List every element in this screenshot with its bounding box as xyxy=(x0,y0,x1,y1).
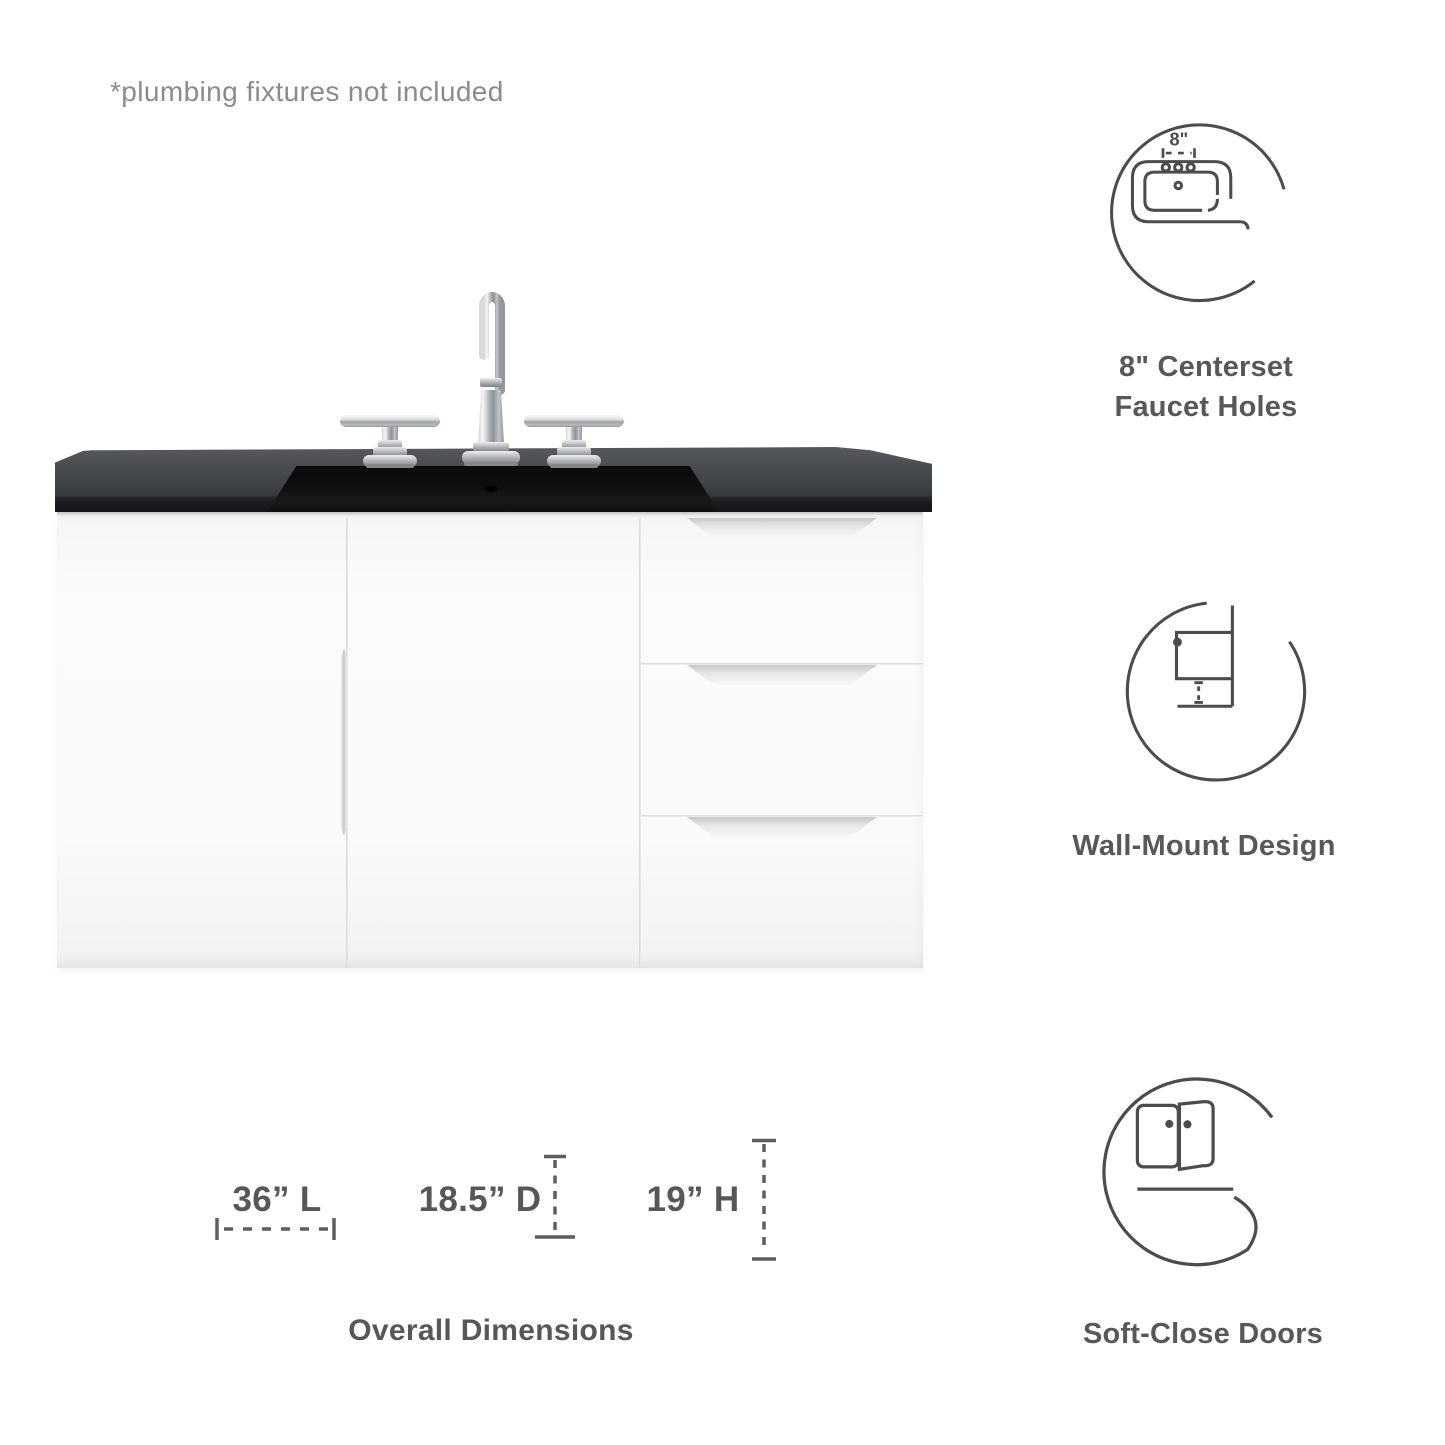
soft-close-doors-icon xyxy=(1092,1065,1314,1287)
dimension-depth: 18.5” D xyxy=(418,1180,542,1219)
door-handle-groove xyxy=(341,648,347,836)
faucet-holes-icon xyxy=(1100,112,1310,322)
depth-measure-line xyxy=(532,1154,578,1240)
drawer-handle-notch xyxy=(687,817,877,837)
faucet-handle-left xyxy=(340,415,440,468)
faucet-spout xyxy=(484,297,500,390)
height-measure-line xyxy=(742,1138,786,1262)
vanity-sink-basin xyxy=(267,466,719,512)
sink-drain xyxy=(483,484,499,493)
dimension-length: 36” L xyxy=(232,1180,322,1219)
spout-collar xyxy=(480,378,502,387)
drawer-handle-notch xyxy=(687,518,877,538)
faucet-handle-right xyxy=(524,415,624,468)
feature-label-soft-close: Soft-Close Doors xyxy=(1082,1318,1324,1350)
feature-label-faucet-holes: 8" Centerset Faucet Holes xyxy=(1114,351,1298,423)
icon-measure-text: 8" xyxy=(1169,129,1189,150)
spout-escutcheon xyxy=(473,442,509,452)
dimension-height: 19” H xyxy=(646,1180,740,1219)
spout-base-shadow xyxy=(464,462,518,466)
faucet-illustration xyxy=(330,272,655,470)
drawer-handle-notch xyxy=(687,665,877,685)
feature-label-wall-mount: Wall-Mount Design xyxy=(1072,830,1336,862)
drawer-seam xyxy=(641,815,923,817)
drawer-seam xyxy=(641,663,923,665)
dimensions-caption: Overall Dimensions xyxy=(348,1314,634,1347)
spout-body xyxy=(478,390,504,444)
wall-mount-icon xyxy=(1110,591,1322,803)
door-drawer-seam xyxy=(639,518,641,968)
plumbing-note: *plumbing fixtures not included xyxy=(110,76,504,107)
length-measure-line xyxy=(210,1216,342,1242)
vanity-cabinet xyxy=(57,518,923,968)
